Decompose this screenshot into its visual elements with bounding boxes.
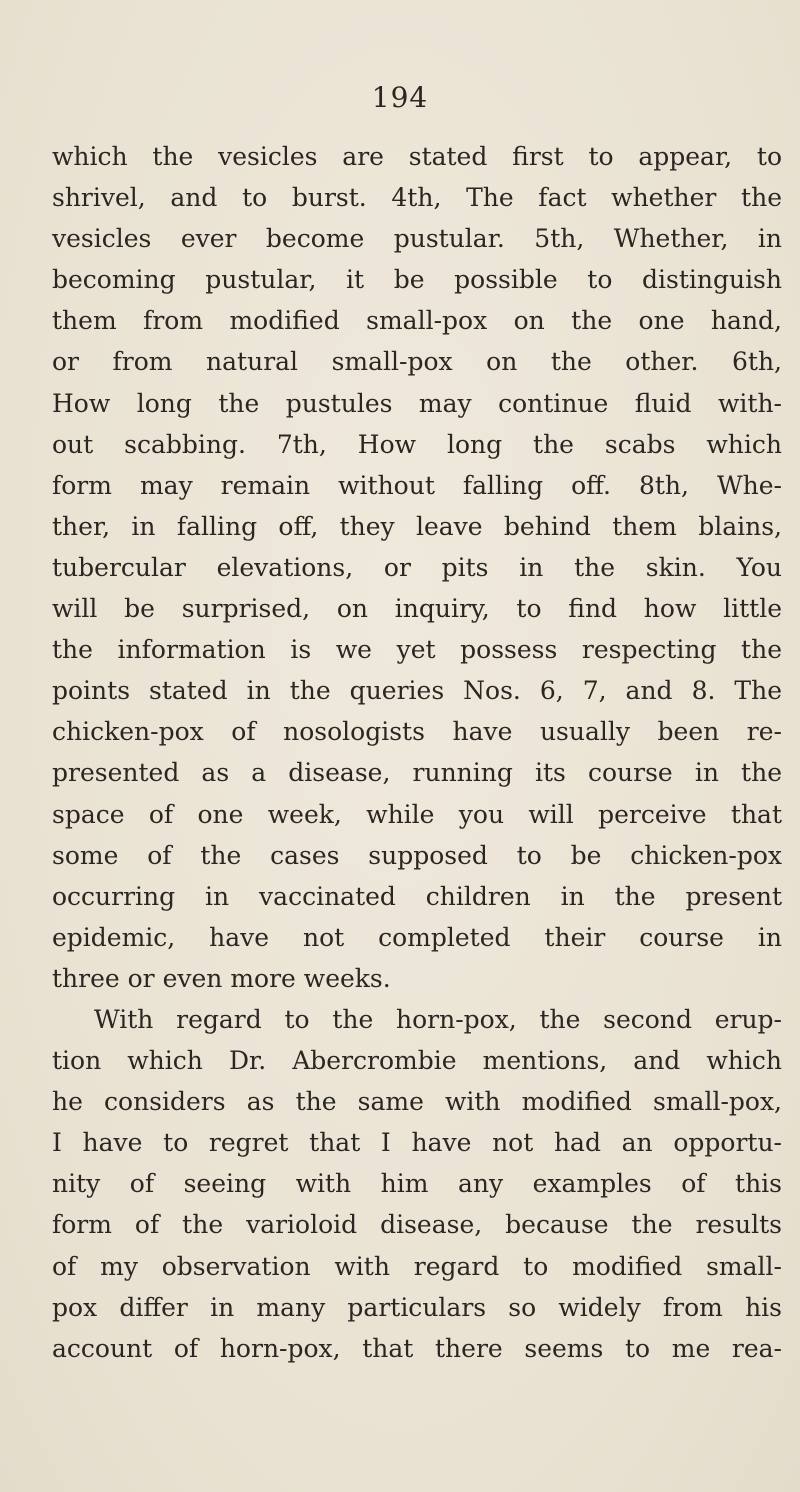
text-line: vesicles ever become pustular. 5th, Whether, in <box>52 224 782 254</box>
text-line: chicken-pox of nosologists have usually been re- <box>52 717 782 747</box>
text-line: shrivel, and to burst. 4th, The fact whether the <box>52 183 782 213</box>
text-line: ther, in falling off, they leave behind them blains, <box>52 511 782 541</box>
text-line: three or even more weeks. <box>52 963 391 993</box>
text-line: will be surprised, on inquiry, to find how little <box>52 594 782 624</box>
text-line: nity of seeing with him any examples of this <box>52 1169 782 1199</box>
text-line: or from natural small-pox on the other. 6th, <box>52 347 782 377</box>
text-line: some of the cases supposed to be chicken-pox <box>52 840 782 870</box>
text-line: With regard to the horn-pox, the second erup- <box>94 1004 782 1034</box>
text-line: tubercular elevations, or pits in the skin. You <box>52 552 782 582</box>
body-text <box>52 136 782 1369</box>
paragraph-1 <box>52 136 782 999</box>
text-line: space of one week, while you will perceive that <box>52 799 782 829</box>
text-line: the information is we yet possess respecting the <box>52 635 782 665</box>
text-line: presented as a disease, running its course in the <box>52 758 782 788</box>
text-line: he considers as the same with modified small-pox, <box>52 1087 782 1117</box>
text-line: which the vesicles are stated first to appear, to <box>52 142 782 171</box>
text-line: account of horn-pox, that there seems to me rea- <box>52 1333 782 1363</box>
text-line: out scabbing. 7th, How long the scabs which <box>52 429 782 459</box>
text-line: pox differ in many particulars so widely from his <box>52 1292 782 1322</box>
text-line: form may remain without falling off. 8th, Whe- <box>52 470 782 500</box>
text-line: points stated in the queries Nos. 6, 7, and 8. The <box>52 676 782 706</box>
paragraph-2 <box>52 999 782 1369</box>
text-line: occurring in vaccinated children in the present <box>52 881 782 911</box>
page-number: 194 <box>371 81 429 114</box>
text-line: form of the varioloid disease, because the results <box>52 1210 782 1240</box>
text-line: I have to regret that I have not had an opportu- <box>52 1128 782 1158</box>
text-line: of my observation with regard to modified small- <box>52 1251 782 1281</box>
text-line: tion which Dr. Abercrombie mentions, and which <box>52 1046 782 1076</box>
text-line: becoming pustular, it be possible to distinguish <box>52 265 782 295</box>
text-line: How long the pustules may continue fluid with- <box>52 388 782 418</box>
text-line: them from modified small-pox on the one hand, <box>52 306 782 336</box>
text-line: epidemic, have not completed their course in <box>52 922 782 952</box>
